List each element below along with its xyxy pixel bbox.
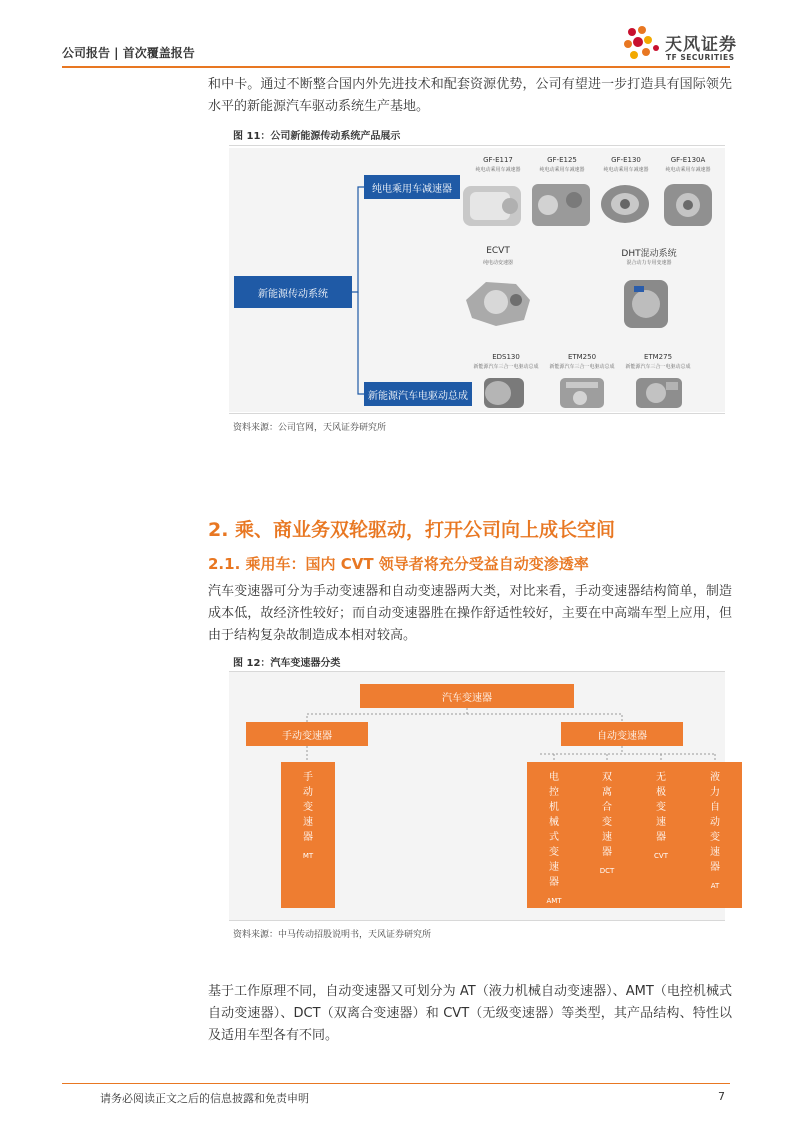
- product-name: GF-E130A: [670, 156, 706, 164]
- mt-label: 手 动 变 速 器: [303, 772, 313, 843]
- product-desc: 纯电动乘用车减速器: [603, 167, 649, 173]
- at-box: [688, 762, 742, 908]
- at-abbr: AT: [710, 882, 720, 890]
- figure-12-source: 资料来源：中马传动招股说明书，天风证券研究所: [233, 930, 432, 940]
- product-desc: 混合动力专用变速器: [626, 260, 672, 266]
- at-label: 液 力 自 动 变 速 器: [710, 772, 720, 873]
- figure-12-bottom-rule: [229, 920, 725, 921]
- product-desc: 纯电动乘用车减速器: [665, 167, 711, 173]
- amt-box: [527, 762, 581, 908]
- bev-reducer-branch-box: 纯电乘用车减速器: [364, 175, 460, 199]
- product-desc: 新能源汽车三合一电驱动总成: [473, 364, 539, 370]
- paragraph-auto-types: 基于工作原理不同，自动变速器又可划分为 AT（液力机械自动变速器）、AMT（电控机械式自动变速器）、DCT（双离合变速器）和 CVT（无级变速器）等类型，其产品结构、特性以及适用车型各有不同。: [208, 984, 732, 1043]
- dct-box: [580, 762, 634, 908]
- product-name: ECVT: [486, 246, 510, 256]
- footer-divider: [62, 1083, 730, 1084]
- product-desc: 新能源汽车三合一电驱动总成: [625, 364, 691, 370]
- section-heading: 2. 乘、商业务双轮驱动，打开公司向上成长空间: [208, 519, 616, 541]
- product-name: GF-E130: [611, 156, 641, 164]
- product-desc: 纯电动乘用车减速器: [539, 167, 585, 173]
- figure-11-source: 资料来源：公司官网，天风证券研究所: [233, 423, 387, 433]
- nev-drivetrain-root-box: 新能源传动系统: [234, 276, 352, 308]
- header-divider: [62, 66, 730, 68]
- logo-subtitle: TF SECURITIES: [666, 53, 735, 62]
- product-desc: 纯电动变速器: [482, 260, 513, 266]
- mt-abbr: MT: [302, 852, 314, 860]
- figure-12-caption: 图 12：汽车变速器分类: [233, 658, 341, 669]
- figure-11-caption: 图 11：公司新能源传动系统产品展示: [233, 131, 401, 142]
- paragraph-intro: 和中卡。通过不断整合国内外先进技术和配套资源优势，公司有望进一步打造具有国际领先水平的新能源汽车驱动系统生产基地。: [208, 77, 732, 114]
- mt-box: [281, 762, 335, 908]
- manual-transmission-box: 手动变速器: [246, 722, 368, 746]
- product-name: GF-E117: [483, 156, 513, 164]
- product-desc: 纯电动乘用车减速器: [475, 167, 521, 173]
- product-name: GF-E125: [547, 156, 577, 164]
- dct-label: 双 离 合 变 速 器: [602, 772, 612, 858]
- product-name: ETM250: [567, 353, 597, 361]
- logo-name: 天风证券: [665, 35, 737, 55]
- cvt-label: 无 极 变 速 器: [656, 772, 666, 843]
- report-breadcrumb: 公司报告 | 首次覆盖报告: [62, 46, 195, 60]
- subsection-heading: 2.1. 乘用车：国内 CVT 领导者将充分受益自动变渗透率: [208, 555, 589, 573]
- product-name: EDS130: [492, 353, 520, 361]
- page-number: 7: [718, 1090, 725, 1103]
- figure-11-bottom-rule: [229, 413, 725, 414]
- product-name: ETM275: [643, 353, 673, 361]
- product-name: DHT混动系统: [621, 249, 677, 259]
- automatic-transmission-box: 自动变速器: [561, 722, 683, 746]
- cvt-abbr: CVT: [654, 852, 668, 860]
- amt-abbr: AMT: [546, 897, 562, 905]
- paragraph-transmission-types: 汽车变速器可分为手动变速器和自动变速器两大类，对比来看，手动变速器结构简单，制造成本低，故经济性较好；而自动变速器胜在操作舒适性较好，主要在中高端车型上应用，但由于结构复杂故制造成本相对较高。: [208, 584, 732, 643]
- amt-label: 电 控 机 械 式 变 速 器: [549, 772, 559, 888]
- dct-abbr: DCT: [599, 867, 615, 875]
- transmission-root-box: 汽车变速器: [360, 684, 574, 708]
- footer-disclaimer: 请务必阅读正文之后的信息披露和免责申明: [100, 1092, 309, 1105]
- product-desc: 新能源汽车三合一电驱动总成: [549, 364, 615, 370]
- cvt-box: [634, 762, 688, 908]
- edrive-assembly-branch-box: 新能源汽车电驱动总成: [364, 382, 472, 406]
- figure-11-top-rule: [229, 145, 725, 146]
